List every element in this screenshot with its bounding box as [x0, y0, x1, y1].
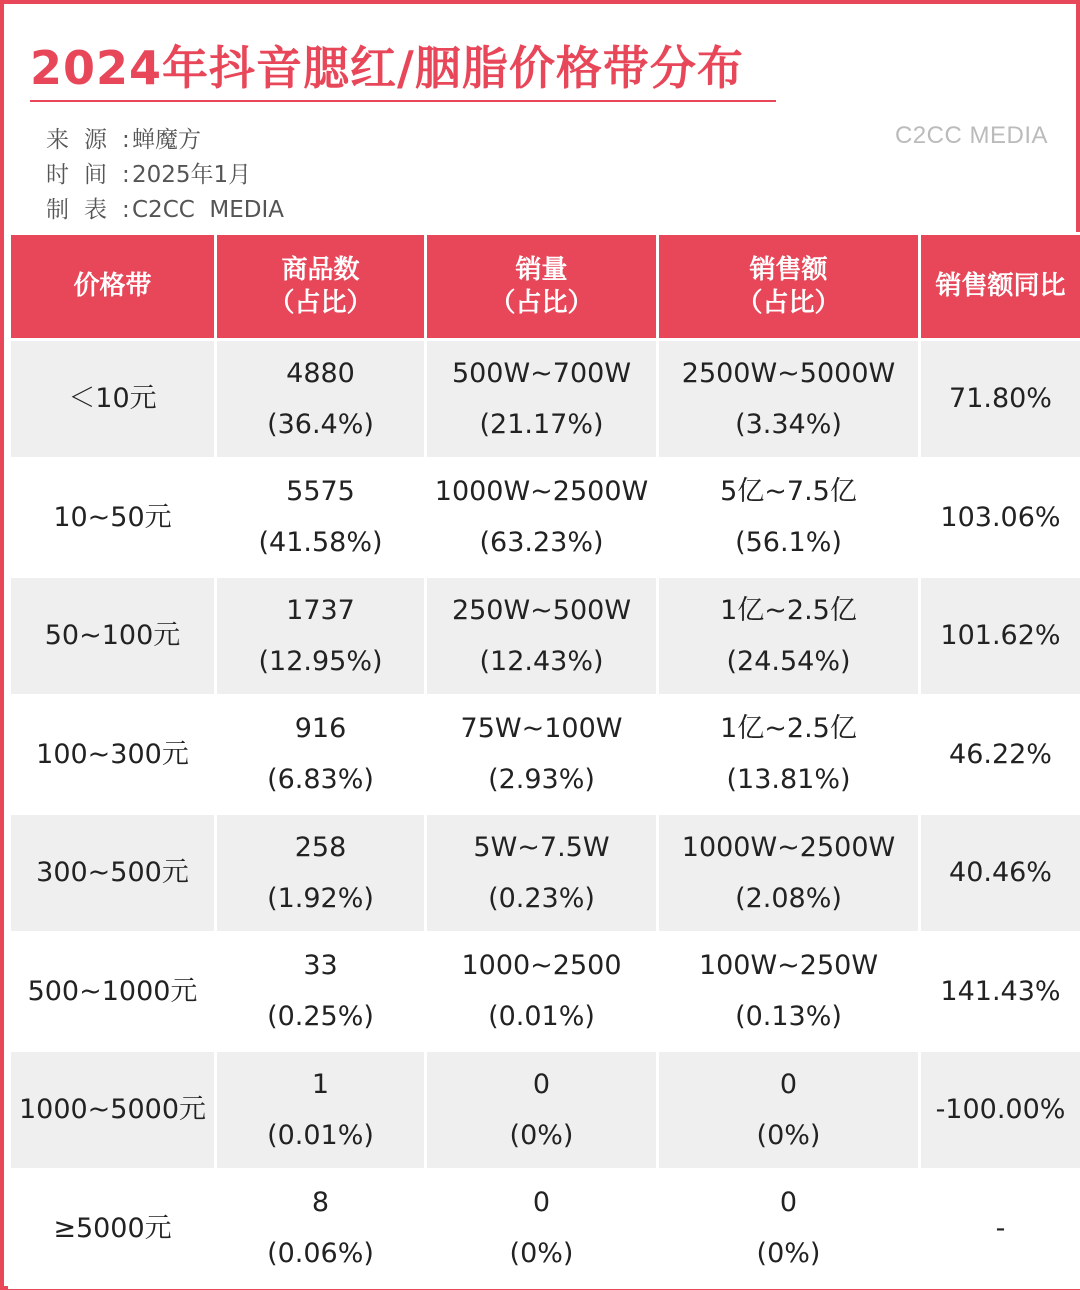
cell-price-band: ≥5000元: [10, 1169, 216, 1288]
table-row: [10, 695, 1080, 814]
meta-info: [46, 124, 284, 229]
cell-volume: 5W~7.5W (0.23%): [426, 814, 658, 933]
cell-price-band: 100~300元: [10, 695, 216, 814]
table-row: [10, 1169, 1080, 1288]
header-sales: 销售额 （占比）: [658, 234, 920, 340]
meta-label: 时 间 :: [46, 162, 130, 188]
cell-sales-yoy: 141.43%: [920, 932, 1080, 1051]
meta-value-maker: C2CC MEDIA: [132, 197, 285, 223]
cell-sales-yoy: 46.22%: [920, 695, 1080, 814]
cell-volume: 1000W~2500W (63.23%): [426, 458, 658, 577]
header-sales-yoy: 销售额同比: [920, 234, 1080, 340]
cell-price-band: 10~50元: [10, 458, 216, 577]
table-row: [10, 932, 1080, 1051]
cell-sales: 1000W~2500W (2.08%): [658, 814, 920, 933]
price-band-table: [8, 232, 1080, 1289]
table-header-row: [10, 234, 1080, 340]
cell-sales: 5亿~7.5亿 (56.1%): [658, 458, 920, 577]
cell-sales-yoy: 101.62%: [920, 577, 1080, 696]
cell-sales: 1亿~2.5亿 (13.81%): [658, 695, 920, 814]
page-title: 2024年抖音腮红/胭脂价格带分布: [30, 41, 744, 95]
meta-value-source: 蝉魔方: [132, 127, 201, 153]
cell-sales-yoy: 40.46%: [920, 814, 1080, 933]
cell-item-count: 5575 (41.58%): [216, 458, 426, 577]
brand-watermark: C2CC MEDIA: [894, 122, 1048, 149]
cell-volume: 500W~700W (21.17%): [426, 340, 658, 459]
table-row: [10, 814, 1080, 933]
cell-sales-yoy: 103.06%: [920, 458, 1080, 577]
table-row: [10, 340, 1080, 459]
cell-volume: 250W~500W (12.43%): [426, 577, 658, 696]
cell-item-count: 258 (1.92%): [216, 814, 426, 933]
meta-row-time: [46, 159, 284, 194]
table-row: [10, 1051, 1080, 1170]
cell-sales: 1亿~2.5亿 (24.54%): [658, 577, 920, 696]
cell-sales: 100W~250W (0.13%): [658, 932, 920, 1051]
meta-label: 来 源 :: [46, 127, 130, 153]
cell-sales-yoy: -: [920, 1169, 1080, 1288]
cell-volume: 0 (0%): [426, 1169, 658, 1288]
cell-volume: 1000~2500 (0.01%): [426, 932, 658, 1051]
cell-item-count: 8 (0.06%): [216, 1169, 426, 1288]
cell-price-band: 500~1000元: [10, 932, 216, 1051]
cell-item-count: 1 (0.01%): [216, 1051, 426, 1170]
cell-price-band: 300~500元: [10, 814, 216, 933]
cell-item-count: 33 (0.25%): [216, 932, 426, 1051]
meta-row-maker: [46, 194, 284, 229]
cell-sales-yoy: 71.80%: [920, 340, 1080, 459]
meta-value-time: 2025年1月: [132, 162, 252, 188]
cell-item-count: 4880 (36.4%): [216, 340, 426, 459]
header-item-count: 商品数 （占比）: [216, 234, 426, 340]
cell-volume: 75W~100W (2.93%): [426, 695, 658, 814]
cell-sales: 0 (0%): [658, 1169, 920, 1288]
cell-price-band: ＜10元: [10, 340, 216, 459]
meta-label: 制 表 :: [46, 197, 130, 223]
cell-volume: 0 (0%): [426, 1051, 658, 1170]
meta-row-source: [46, 124, 284, 159]
cell-price-band: 50~100元: [10, 577, 216, 696]
header-volume: 销量 （占比）: [426, 234, 658, 340]
title-underline: [30, 100, 776, 102]
header-price-band: 价格带: [10, 234, 216, 340]
cell-item-count: 1737 (12.95%): [216, 577, 426, 696]
cell-item-count: 916 (6.83%): [216, 695, 426, 814]
table-row: [10, 458, 1080, 577]
cell-sales-yoy: -100.00%: [920, 1051, 1080, 1170]
cell-sales: 2500W~5000W (3.34%): [658, 340, 920, 459]
cell-sales: 0 (0%): [658, 1051, 920, 1170]
table-row: [10, 577, 1080, 696]
cell-price-band: 1000~5000元: [10, 1051, 216, 1170]
